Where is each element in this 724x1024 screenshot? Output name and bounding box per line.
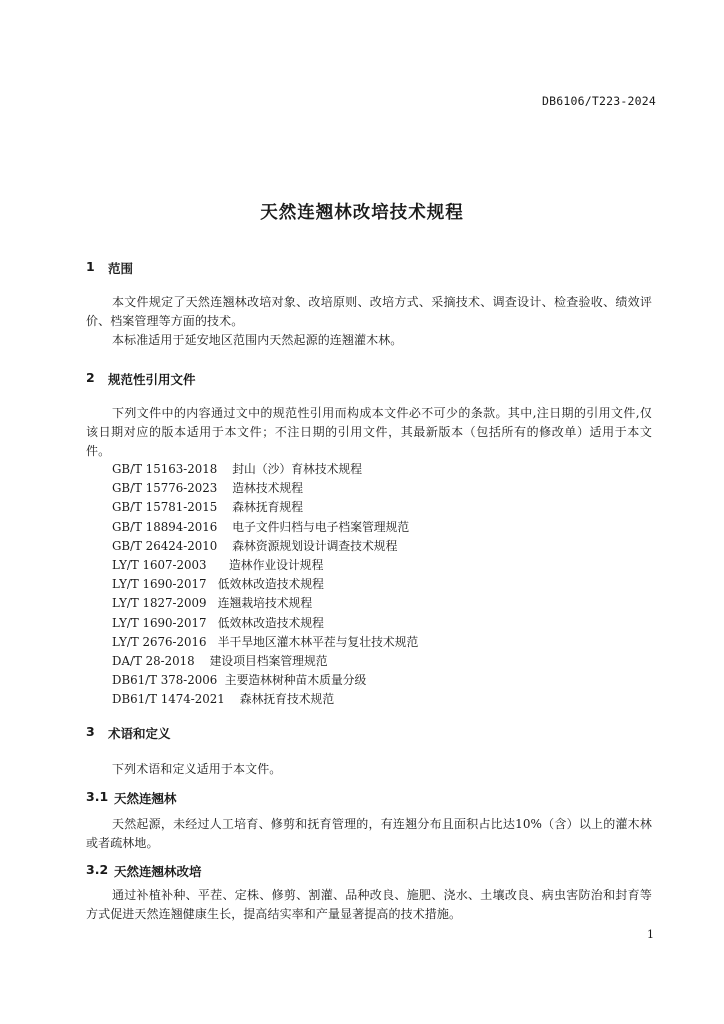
section-1-paragraph-1: 本文件规定了天然连翘林改培对象、改培原则、改培方式、采摘技术、调查设计、检查验收、绩效评价、档案管理等方面的技术。 [86,295,652,328]
term-number: 3.2 [86,862,109,877]
term-title: 天然连翘林 [114,791,177,806]
reference-item: LY/T 1690-2017 低效林改造技术规程 [112,577,324,592]
page-number: 1 [647,928,654,941]
section-number: 1 [86,259,95,274]
term-title: 天然连翘林改培 [114,864,202,879]
reference-item: GB/T 15163-2018 封山（沙）育林技术规程 [112,462,363,476]
reference-item: DB61/T 378-2006 主要造林树种苗木质量分级 [112,673,367,688]
section-title: 范围 [108,261,134,276]
reference-item: LY/T 1827-2009 连翘栽培技术规程 [112,596,313,611]
reference-list [112,460,418,710]
section-2-paragraph-1: 下列文件中的内容通过文中的规范性引用而构成本文件必不可少的条款。其中,注日期的引用文件,仅该日期对应的版本适用于本文件；不注日期的引用文件，其最新版本（包括所有的修改单）适用于本文件。 [86,406,652,458]
term-number: 3.1 [86,789,109,804]
reference-item: GB/T 15781-2015 森林抚育规程 [112,500,304,515]
section-3-paragraph-1: 下列术语和定义适用于本文件。 [112,762,282,776]
section-1-heading [86,259,133,277]
section-number: 2 [86,370,95,385]
term-3-1-heading [86,789,177,807]
standard-code: DB6106/T223-2024 [542,94,656,108]
section-2-heading [86,370,196,388]
reference-item: GB/T 18894-2016 电子文件归档与电子档案管理规范 [112,519,410,534]
term-3-1-definition: 天然起源，未经过人工培育、修剪和抚育管理的，有连翘分布且面积占比达10%（含）以上的灌木林或者疏林地。 [86,817,652,850]
section-title: 规范性引用文件 [108,372,196,387]
reference-item: LY/T 1607-2003 造林作业设计规程 [112,558,324,573]
term-3-2-heading [86,862,202,880]
term-3-2-definition: 通过补植补种、平茬、定株、修剪、割灌、品种改良、施肥、浇水、土壤改良、病虫害防治和封育等方式促进天然连翘健康生长，提高结实率和产量显著提高的技术措施。 [86,888,652,921]
document-title: 天然连翘林改培技术规程 [260,203,464,223]
reference-item: LY/T 1690-2017 低效林改造技术规程 [112,615,324,630]
reference-item: DB61/T 1474-2021 森林抚育技术规范 [112,692,335,707]
section-3-heading [86,724,171,742]
reference-item: GB/T 26424-2010 森林资源规划设计调查技术规程 [112,538,398,553]
reference-item: LY/T 2676-2016 半干旱地区灌木林平茬与复壮技术规范 [112,634,419,649]
section-1-paragraph-2: 本标准适用于延安地区范围内天然起源的连翘灌木林。 [112,333,403,347]
reference-item: DA/T 28-2018 建设项目档案管理规范 [112,654,328,669]
reference-item: GB/T 15776-2023 造林技术规程 [112,481,304,496]
section-title: 术语和定义 [108,726,171,741]
section-number: 3 [86,724,95,739]
